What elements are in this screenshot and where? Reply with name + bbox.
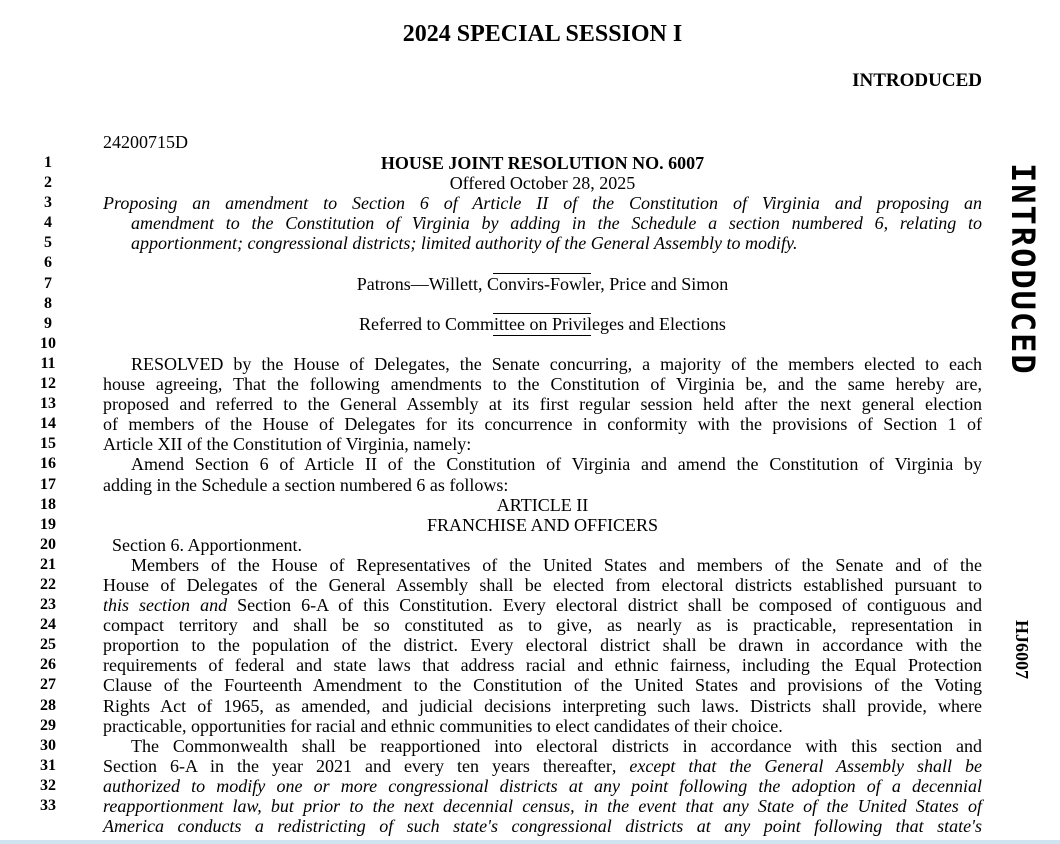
amend-line: adding in the Schedule a section numbered 6 as follows: [103,474,509,495]
line-number: 31 [40,756,56,774]
resolved-line: proposed and referred to the General Assembly at its first regular session held after the next general election [103,394,982,415]
resolved-line: house agreeing, That the following amendments to the Constitution of Virginia be, and the same hereby are, [103,374,982,395]
offered-date: Offered October 28, 2025 [449,173,636,194]
body-line: The Commonwealth shall be reapportioned into electoral districts in accordance with this section and [131,735,982,756]
line-number: 6 [44,254,52,272]
summary-line: apportionment; congressional districts; limited authority of the General Assembly to modify. [131,233,798,254]
body-line: requirements of federal and state laws that address racial and ethnic fairness, including the Equal Protection [103,655,982,676]
blank-line [103,253,982,273]
blank-line [103,294,982,314]
amend-line: Amend Section 6 of Article II of the Constitution of Virginia and amend the Constitution of Virginia by [131,454,982,475]
document-body [103,153,982,836]
inserted-text: this section and [103,595,228,616]
line-number: 13 [40,395,56,413]
line-number: 5 [44,234,52,252]
line-number: 10 [40,334,56,352]
inserted-text: , except that the General Assembly shall be [611,755,982,776]
line-number: 1 [44,154,52,171]
line-number: 18 [40,495,56,513]
line-number: 16 [40,455,56,473]
body-text: Section 6-A of this Constitution. Every electoral district shall be composed of contiguous and [227,595,982,616]
body-text: Section 6-A in the year 2021 and every ten years thereafter [103,755,612,776]
line-number: 19 [40,515,56,533]
body-line: Clause of the Fourteenth Amendment to the Constitution of the United States and provisions of the Voting [103,675,982,696]
line-number: 33 [40,797,56,814]
resolved-line: Article XII of the Constitution of Virginia, namely: [103,434,472,455]
body-line: authorized to modify one or more congressional districts at any point following the adoption of a decennial [103,775,982,796]
section-heading: Section 6. Apportionment. [112,534,302,555]
status-label: INTRODUCED [852,70,982,91]
line-number: 20 [40,535,56,553]
vertical-status-label: INTRODUCED [1004,163,1042,376]
line-number: 22 [40,575,56,593]
article-heading: ARTICLE II [496,494,589,515]
summary-line: Proposing an amendment to Section 6 of Article II of the Constitution of Virginia and proposing an [103,193,982,214]
line-number: 12 [40,375,56,393]
line-number: 7 [44,274,52,292]
line-number: 3 [44,194,52,212]
body-line: House of Delegates of the General Assembly shall be elected from electoral districts established pursuant to [103,574,982,595]
line-number: 17 [40,475,56,493]
body-line: Members of the House of Representatives of the United States and members of the Senate and of the [131,554,982,575]
article-subheading: FRANCHISE AND OFFICERS [426,514,659,535]
body-line: practicable, opportunities for racial and ethnic communities to elect candidates of their choice. [103,715,783,736]
resolved-line: RESOLVED by the House of Delegates, the Senate concurring, a majority of the members elected to each [131,353,982,374]
body-line: America conducts a redistricting of such state's congressional districts at any point following that state's [103,816,982,837]
line-number: 21 [40,555,56,573]
separator-rule [493,335,591,336]
line-number: 29 [40,716,56,734]
line-number: 24 [40,616,56,634]
line-number: 9 [44,314,52,332]
line-number: 32 [40,776,56,794]
line-number: 2 [44,174,52,192]
line-number: 28 [40,696,56,714]
separator-rule [493,313,591,314]
line-number: 25 [40,636,56,654]
line-number: 23 [40,596,56,614]
line-number: 11 [40,354,56,372]
resolved-line: of members of the House of Delegates for its concurrence in conformity with the provisions of Section 1 of [103,414,982,435]
body-line: Rights Act of 1965, as amended, and judicial decisions interpreting such laws. Districts shall provide, where [103,695,982,716]
line-number: 27 [40,676,56,694]
line-number-gutter [30,153,66,816]
bill-code: 24200715D [103,132,188,152]
line-number: 14 [40,415,56,433]
body-line: proportion to the population of the district. Every electoral district shall be drawn in accordance with the [103,635,982,656]
line-number: 26 [40,656,56,674]
line-number: 8 [44,294,52,312]
vertical-bill-code: HJ6007 [1012,620,1032,680]
body-line [103,756,982,776]
body-line: reapportionment law, but prior to the next decennial census, in the event that any State of the United States of [103,796,982,816]
line-number: 4 [44,214,52,232]
blank-line [103,334,982,354]
body-line: compact territory and shall be so constituted as to give, as nearly as is practicable, representation in [103,615,982,636]
separator-rule [493,273,591,274]
line-number: 30 [40,736,56,754]
session-title: 2024 SPECIAL SESSION I [402,21,683,47]
line-number: 15 [40,435,56,453]
patrons: Patrons—Willett, Convirs-Fowler, Price and Simon [356,273,729,294]
window-bottom-edge [0,840,1060,844]
body-line [103,595,982,615]
summary-line: amendment to the Constitution of Virginia by adding in the Schedule a section numbered 6, relating to [131,213,982,234]
committee-referral: Referred to Committee on Privileges and Elections [359,313,726,334]
resolution-title: HOUSE JOINT RESOLUTION NO. 6007 [380,153,705,173]
